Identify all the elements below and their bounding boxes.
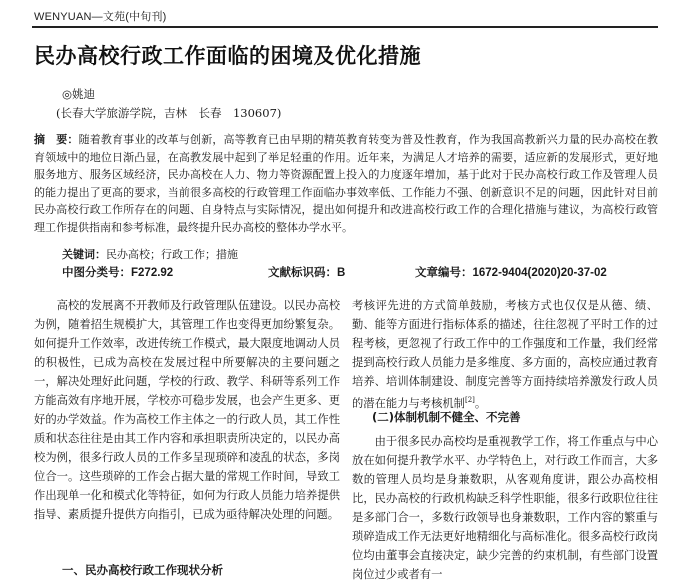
keywords (62, 246, 238, 262)
author-name: ◎姚迪 (62, 87, 96, 101)
body-paragraph: 由于很多民办高校均是重视教学工作，将工作重点与中心放在如何提升教学水平、办学特色上，对行政工作而言，大多数的管理人员均是身兼数职，从客观角度讲，跟公办高校相比，民办高校的行政机构缺乏科学性职能，很多行政职位往往是多部门合一，多数行政领导也身兼数职，工作内容的繁重与琐碎造成工作无法更好地精细化与高标准化。很多高校行政岗位均由董事会直接决定，缺少完善的约束机制，有些部门设置岗位过少或者有一 (352, 434, 658, 581)
document-code: 文献标识码：B (268, 267, 346, 279)
clc-number: 中图分类号：F272.92 (62, 267, 174, 279)
paragraph-end: 。 (474, 396, 487, 410)
citation-ref: [2] (464, 396, 475, 404)
paragraph-text: 考核评先进的方式简单鼓励，考核方式也仅仅是从德、绩、勤、能等方面进行指标体系的描述，往往忽视了平时工作的过程考核，更忽视了行政工作中的工作强度和工作量，我们经常提到高校行政人员能力是多维度、多方面的，高校应通过教育培养、培训体制建设、制度完善等方面持续培养激发行政人员的潜在能力与考核机制 (352, 299, 658, 410)
section-heading: 一、民办高校行政工作现状分析 (62, 563, 223, 577)
right-column (352, 296, 658, 584)
keywords-label: 关键词： (62, 248, 106, 261)
keywords-text: 民办高校；行政工作；措施 (106, 248, 238, 261)
journal-header: WENYUAN—文苑(中旬刊) (34, 11, 167, 23)
abstract-label: 摘 要： (34, 133, 79, 146)
abstract-text: 随着教育事业的改革与创新，高等教育已由早期的精英教育转变为普及性教育，作为我国高教新兴力量的民办高校在教育领域中的地位日渐凸显，在高教发展中起到了举足轻重的作用。近年来，为满足人才培养的需要，适应新的发展形式，更好地服务地方、服务区域经济，民办高校在人力、物力等资源配置上投入的力度逐年增加，基于此对于民办高校行政工作及管理人员的能力提出了更高的要求，当前很多高校的行政管理工作面临办事效率低、工作能力不强、创新意识不足的问题，因此针对目前民办高校行政工作所存在的问题、自身特点与实际情况，提出如何提升和改进高校行政工作的合理化措施与建议，为高校行政管理工作提供指南和参考标准，最终提升民办高校的整体办学水平。 (34, 133, 659, 234)
body-paragraph: 高校的发展离不开教师及行政管理队伍建设。以民办高校为例，随着招生规模扩大，其管理工作也变得更加纷繁复杂。如何提升工作效率，改进传统工作模式，最大限度地调动人员的积极性，已成为高校在发展过程中所要解决的主要问题之一，解决处理好此问题，学校的行政、教学、科研等系列工作方能高效有序地开展，学校亦可稳步发展，也会产生更多、更好的办学效益。作为高校工作主体之一的行政人员，其工作性质和状态往往是由其工作内容和承担职责所决定的，以民办高校为例，很多行政人员的工作多呈现琐碎和凌乱的状态，多岗位合一。这些琐碎的工作会占据大量的常规工作时间，导致工作出现单一化和模式化等特征，如何为行政人员能力培养提供指导、素质提升提供方向指引，已成为亟待解决处理的问题。 (34, 299, 340, 521)
article-title: 民办高校行政工作面临的困境及优化措施 (34, 44, 421, 68)
abstract (34, 131, 658, 236)
article-number: 文章编号：1672-9404(2020)20-37-02 (415, 267, 607, 279)
header-rule (32, 26, 658, 28)
left-column (34, 296, 340, 524)
body-paragraph (352, 296, 658, 413)
subsection-heading: (二)体制机制不健全、不完善 (372, 410, 521, 424)
author-affiliation: (长春大学旅游学院，吉林 长春 130607) (56, 106, 282, 120)
